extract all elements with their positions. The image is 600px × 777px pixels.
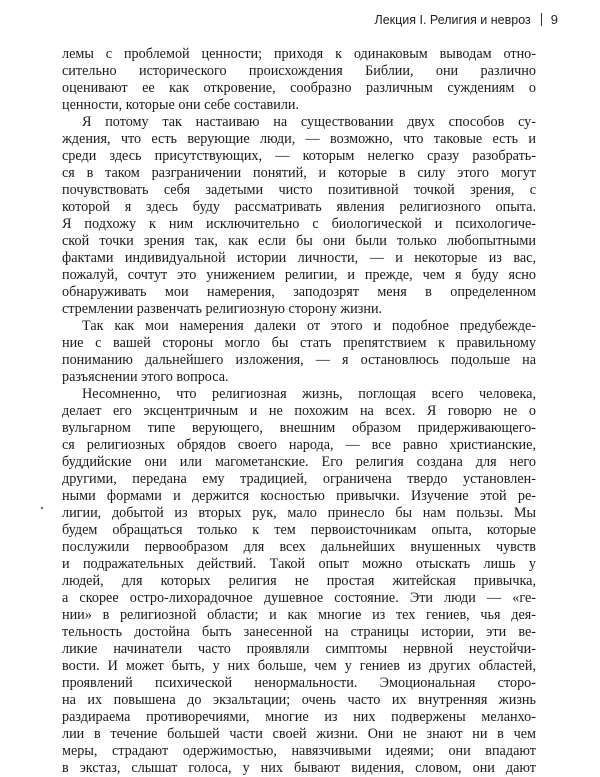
text-line: оценивают ее как откровение, сообразно различным суждениям о <box>62 80 536 96</box>
text-line: буддийские они или магометанские. Его религия создана для него <box>62 454 536 470</box>
page-number: 9 <box>550 12 558 27</box>
text-line: раздираема противоречиями, многие из них подвержены меланхо- <box>62 709 536 725</box>
text-line: тельность достойна быть занесенной на страницы истории, эти ве- <box>62 624 536 640</box>
text-line: лемы с проблемой ценности; приходя к одинаковым выводам отно- <box>62 46 536 62</box>
text-line: в экстаз, слышат голоса, у них бывают видения, словом, они дают <box>62 760 536 776</box>
paragraph-3 <box>62 318 536 386</box>
text-line: стремлении развенчать религиозную сторону жизни. <box>62 301 383 317</box>
text-line: сительно исторического происхождения Библии, они различно <box>62 63 536 79</box>
text-line: ценности, которые они себе составили. <box>62 97 300 113</box>
text-line: ждения, что есть верующие люди, — возможно, что таковые есть и <box>62 131 536 147</box>
text-line: нии» в религиозной области; и как многие из тех гениев, чья дея- <box>62 607 536 623</box>
text-line: ся религиозных обрядов своего народа, — все равно христианские, <box>62 437 536 453</box>
text-line: на их повышена до экзальтации; очень часто их внутренняя жизнь <box>62 692 536 708</box>
text-line: почувствовать себя задетыми чисто позитивной точкой зрения, с <box>62 182 536 198</box>
text-line: а скорее остро-лихорадочное душевное состояние. Эти люди — «ге- <box>62 590 536 606</box>
text-line: среди здесь присутствующих, — которым нелегко сразу разобрать- <box>62 148 536 164</box>
text-line: которой я здесь буду рассматривать явления религиозного опыта. <box>62 199 536 215</box>
text-line: вости. И может быть, у них больше, чем у гениев из других областей, <box>62 658 536 674</box>
text-line: будем обращаться только к тем первоисточникам опыта, которые <box>62 522 536 538</box>
text-line: ными формами и держится косностью привычки. Изучение этой ре- <box>62 488 536 504</box>
text-line: Так как мои намерения далеки от этого и подобное предубежде- <box>82 318 536 334</box>
text-line: другими, передана ему традицией, ограничена твердо установлен- <box>62 471 536 487</box>
paragraph-4 <box>62 386 536 777</box>
text-line: ской точки зрения так, как если бы они были только любопытными <box>62 233 536 249</box>
header-separator <box>541 13 542 26</box>
text-line: лии в течение большей части своей жизни. Они не знают ни в чем <box>62 726 536 742</box>
text-line: послужили первообразом для всех дальнейших внушенных чувств <box>62 539 536 555</box>
chapter-title: Лекция I. Религия и невроз <box>374 12 531 27</box>
text-line: меры, страдают одержимостью, навязчивыми идеями; они впадают <box>62 743 536 759</box>
text-line: вульгарном типе верующего, внешним образом придерживающего- <box>62 420 536 436</box>
text-line: обнаруживать мои намерения, заподозрят меня в определенном <box>62 284 536 300</box>
text-line: пониманию дальнейшего изложения, — я остановлюсь подольше на <box>62 352 536 368</box>
text-line: ние с вашей стороны могло бы стать препятствием к правильному <box>62 335 536 351</box>
text-line: людей, для которых религия не простая житейская привычка, <box>62 573 536 589</box>
text-line: проявлений психической ненормальности. Эмоциональная сторо- <box>62 675 536 691</box>
text-line: пожалуй, сочтут это унижением религии, и прежде, чем я буду ясно <box>62 267 536 283</box>
text-line: делает его эксцентричным и не похожим на всех. Я говорю не о <box>62 403 536 419</box>
text-line: фактами индивидуальной истории личности, — и некоторые из вас, <box>62 250 536 266</box>
text-line: и подражательных действий. Такой опыт можно отыскать лишь у <box>62 556 536 572</box>
text-line: ся в таком разграничении понятий, и которые в силу этого могут <box>62 165 536 181</box>
text-line: лигии, добытой из вторых рук, мало принесло бы нам пользы. Мы <box>62 505 536 521</box>
text-line: Несомненно, что религиозная жизнь, поглощая всего человека, <box>82 386 536 402</box>
text-line: Я подхожу к ним исключительно с биологической и психологиче- <box>62 216 536 232</box>
body-text <box>62 46 536 777</box>
paragraph-1 <box>62 46 536 114</box>
text-line: разъяснении этого вопроса. <box>62 369 229 385</box>
running-header <box>375 12 559 27</box>
text-line: Я потому так настаиваю на существовании двух способов су- <box>82 114 536 130</box>
text-line: ликие начинатели часто проявляли симптомы нервной неустойчи- <box>62 641 536 657</box>
paragraph-2 <box>62 114 536 318</box>
margin-speck <box>41 507 43 509</box>
